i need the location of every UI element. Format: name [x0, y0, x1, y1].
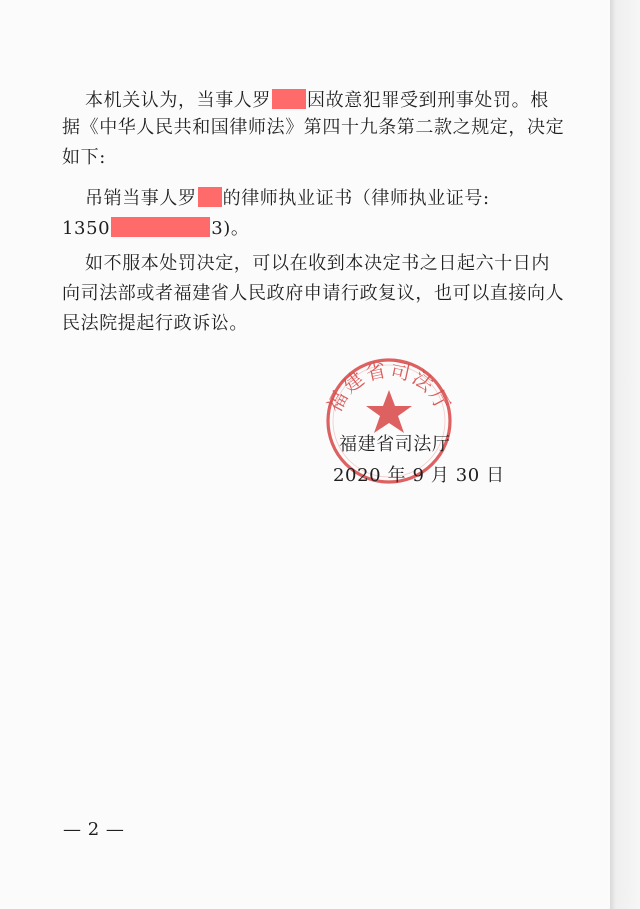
- paragraph3-line2: 向司法部或者福建省人民政府申请行政复议，也可以直接向人: [62, 283, 565, 304]
- paragraph2-line1: [85, 187, 490, 208]
- paragraph1-line1: [85, 89, 549, 110]
- paragraph2-line2-before: 1350: [62, 218, 111, 239]
- redaction-name-1: [272, 89, 306, 109]
- paragraph2-line1-after: 的律师执业证书（律师执业证号:: [222, 188, 490, 209]
- seal-arc-text: 福建省司法厅: [322, 357, 456, 417]
- paragraph1-line2: 据《中华人民共和国律师法》第四十九条第二款之规定，决定: [62, 117, 565, 138]
- paragraph2-line1-before: 吊销当事人罗: [85, 188, 197, 209]
- page-number: — 2 —: [63, 819, 125, 840]
- paragraph1-line1-before: 本机关认为，当事人罗: [85, 90, 271, 111]
- star-icon: [366, 390, 412, 433]
- paragraph3-line1: 如不服本处罚决定，可以在收到本决定书之日起六十日内: [85, 253, 550, 274]
- paragraph2-line2: [62, 217, 250, 238]
- paragraph1-line3: 如下:: [62, 147, 106, 168]
- signature-org: 福建省司法厅: [339, 434, 451, 455]
- page-edge-shadow: [610, 0, 640, 909]
- paragraph3-line3: 民法院提起行政诉讼。: [62, 313, 248, 334]
- signature-date: 2020 年 9 月 30 日: [333, 465, 505, 486]
- redaction-name-2: [198, 187, 222, 207]
- paragraph2-line2-after: 3)。: [211, 218, 250, 239]
- redaction-license-number: [111, 217, 210, 237]
- paragraph1-line1-after: 因故意犯罪受到刑事处罚。根: [307, 90, 549, 111]
